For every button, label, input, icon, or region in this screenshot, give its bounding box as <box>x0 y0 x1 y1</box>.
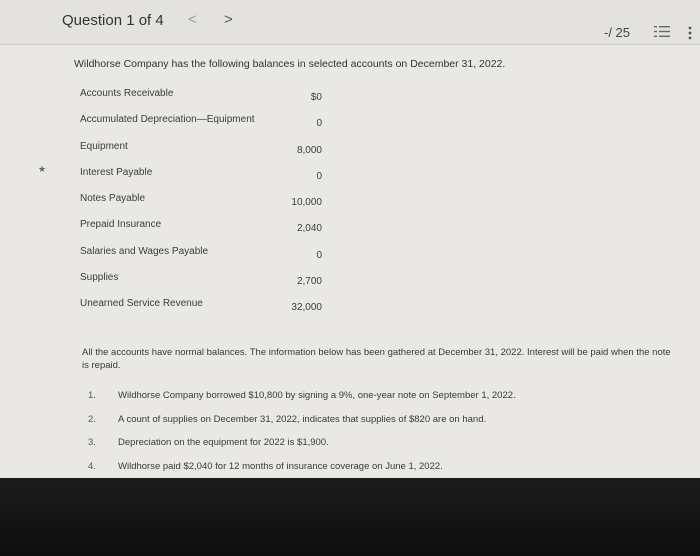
account-value: 0 <box>316 249 322 261</box>
list-item <box>88 437 648 461</box>
account-balances-list <box>80 88 340 325</box>
list-item <box>88 390 648 414</box>
score-display: -/ 25 <box>604 25 631 40</box>
more-options-icon[interactable] <box>688 26 692 40</box>
screen-bottom-bezel <box>0 478 700 556</box>
note-text: A count of supplies on December 31, 2022, indicates that supplies of $820 are on hand. <box>118 413 487 425</box>
account-value: 0 <box>316 118 322 130</box>
note-number: 3. <box>88 437 96 449</box>
account-value: 2,040 <box>296 223 322 235</box>
question-intro: Wildhorse Company has the following balances in selected accounts on December 31, 2022. <box>74 58 506 70</box>
account-name: Accumulated Depreciation—Equipment <box>80 114 255 126</box>
account-name: Equipment <box>80 140 128 152</box>
question-title: Question 1 of 4 <box>62 12 164 29</box>
account-name: Accounts Receivable <box>80 88 174 99</box>
account-value: 0 <box>316 170 322 182</box>
account-value: $0 <box>310 92 322 103</box>
account-name: Notes Payable <box>80 193 146 205</box>
account-row <box>80 246 340 272</box>
account-row <box>80 114 340 140</box>
note-text: Depreciation on the equipment for 2022 is $1,900. <box>118 437 329 449</box>
account-name: Unearned Service Revenue <box>80 298 203 310</box>
next-question-button[interactable]: > <box>224 11 233 28</box>
previous-question-button[interactable]: < <box>188 11 197 28</box>
account-row <box>80 193 340 219</box>
account-row <box>80 141 340 167</box>
info-paragraph: All the accounts have normal balances. The information below has been gathered at December 31, 2022. Interest will be paid when the note is repaid. <box>82 347 671 371</box>
account-value: 2,700 <box>296 276 322 288</box>
account-name: Supplies <box>80 272 119 284</box>
account-row <box>80 298 340 324</box>
adjustment-notes-list <box>88 390 648 485</box>
note-number: 2. <box>88 413 96 425</box>
star-icon: ★ <box>38 164 47 174</box>
account-row <box>80 272 340 298</box>
note-number: 4. <box>88 461 96 473</box>
note-text: Wildhorse paid $2,040 for 12 months of insurance coverage on June 1, 2022. <box>118 461 443 473</box>
account-value: 8,000 <box>296 144 322 156</box>
account-row <box>80 88 340 114</box>
account-name: Salaries and Wages Payable <box>80 245 209 257</box>
note-text: Wildhorse Company borrowed $10,800 by signing a 9%, one-year note on September 1, 2022. <box>118 390 516 401</box>
account-row <box>80 167 340 193</box>
account-row <box>80 219 340 245</box>
account-name: Prepaid Insurance <box>80 219 162 231</box>
account-value: 32,000 <box>291 302 322 314</box>
account-value: 10,000 <box>291 197 322 209</box>
list-icon[interactable] <box>654 25 670 38</box>
note-number: 1. <box>88 390 96 401</box>
account-name: Interest Payable <box>80 166 153 178</box>
list-item <box>88 414 648 438</box>
question-header <box>0 0 700 45</box>
